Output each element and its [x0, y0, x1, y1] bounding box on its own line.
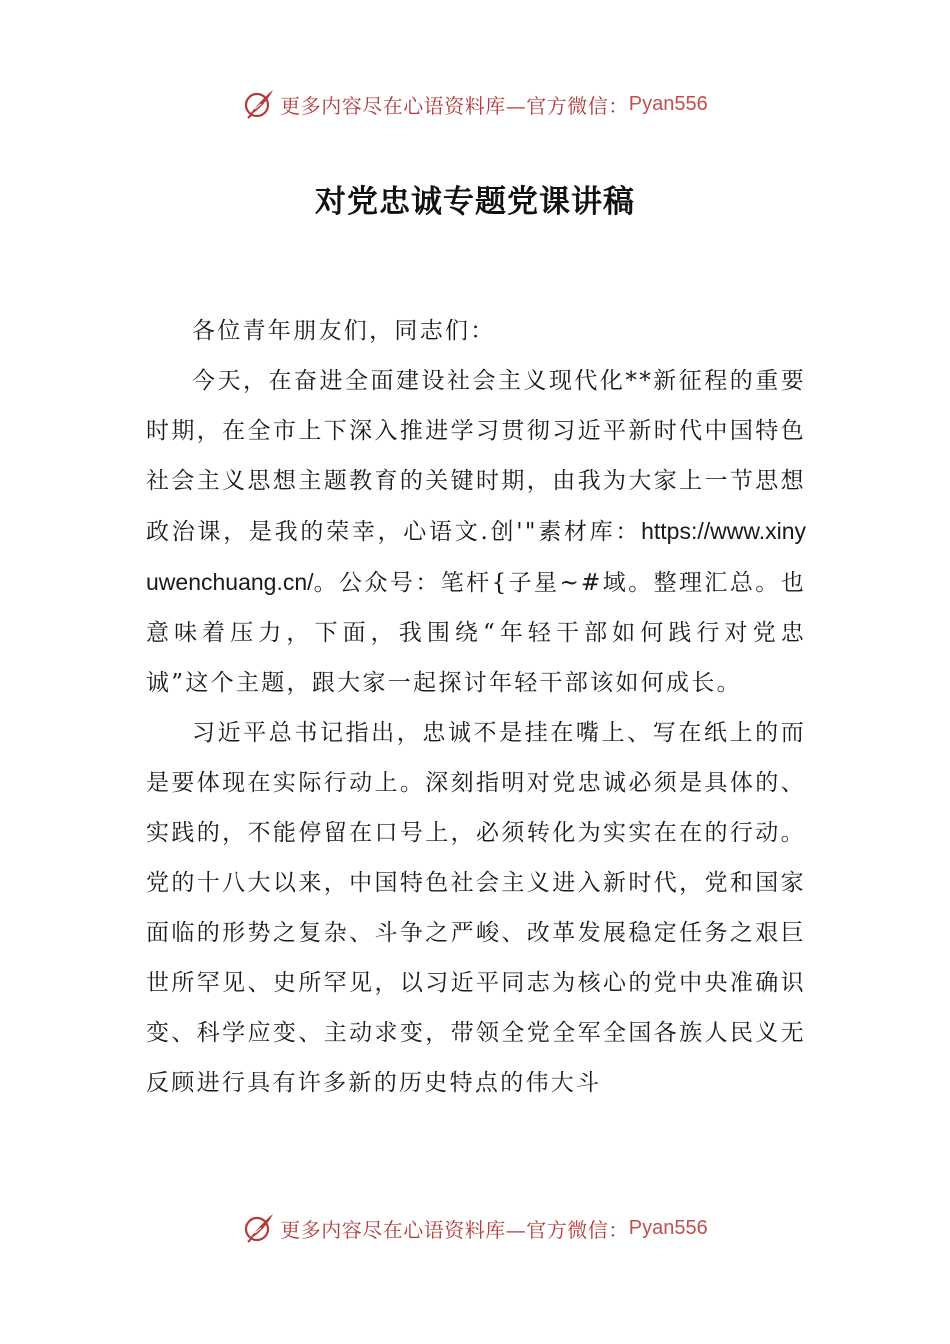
- document-title: 对党忠诚专题党课讲稿: [315, 184, 635, 220]
- salutation-paragraph: 各位青年朋友们，同志们：: [192, 318, 496, 344]
- header-banner-text: 更多内容尽在心语资料库—官方微信：: [280, 93, 629, 118]
- header-banner-account: Pyan556: [628, 92, 708, 115]
- intro-text-a: 今天，在奋进全面建设社会主义现代化**新征程的重要时期，在全市上下深入推进学习贯彻习近平新时代中国特色社会主义思想主题教育的关键时期，由我为大家上一节思想政治课，是我的荣幸，心语文.创'"素材库：: [146, 368, 806, 545]
- body-paragraph: 习近平总书记指出，忠诚不是挂在嘴上、写在纸上的而是要体现在实际行动上。深刻指明对党忠诚必须是具体的、实践的，不能停留在口号上，必须转化为实实在在的行动。党的十八大以来，中国特色社会主义进入新时代，党和国家面临的形势之复杂、斗争之严峻、改革发展稳定任务之艰巨世所罕见、史所罕见，以习近平同志为核心的党中央准确识变、科学应变、主动求变，带领全党全军全国各族人民义无反顾进行具有许多新的历史特点的伟大斗: [146, 720, 806, 1096]
- footer-banner: [0, 1208, 950, 1248]
- footer-banner-account: Pyan556: [628, 1216, 708, 1239]
- website-link[interactable]: https://www.xinyuwenchuang.cn/: [146, 518, 806, 595]
- intro-text-b: 。公众号：笔杆{子星~#域。整理汇总。也意味着压力，下面，我围绕“年轻干部如何践行对党忠诚”这个主题，跟大家一起探讨年轻干部该如何成长。: [146, 570, 806, 696]
- document-body: [146, 306, 806, 1108]
- header-banner: [0, 84, 950, 124]
- quill-pen-logo-icon: [242, 1211, 276, 1245]
- intro-paragraph: [146, 356, 806, 708]
- quill-pen-logo-icon: [242, 87, 276, 121]
- footer-banner-text: 更多内容尽在心语资料库—官方微信：: [280, 1217, 629, 1242]
